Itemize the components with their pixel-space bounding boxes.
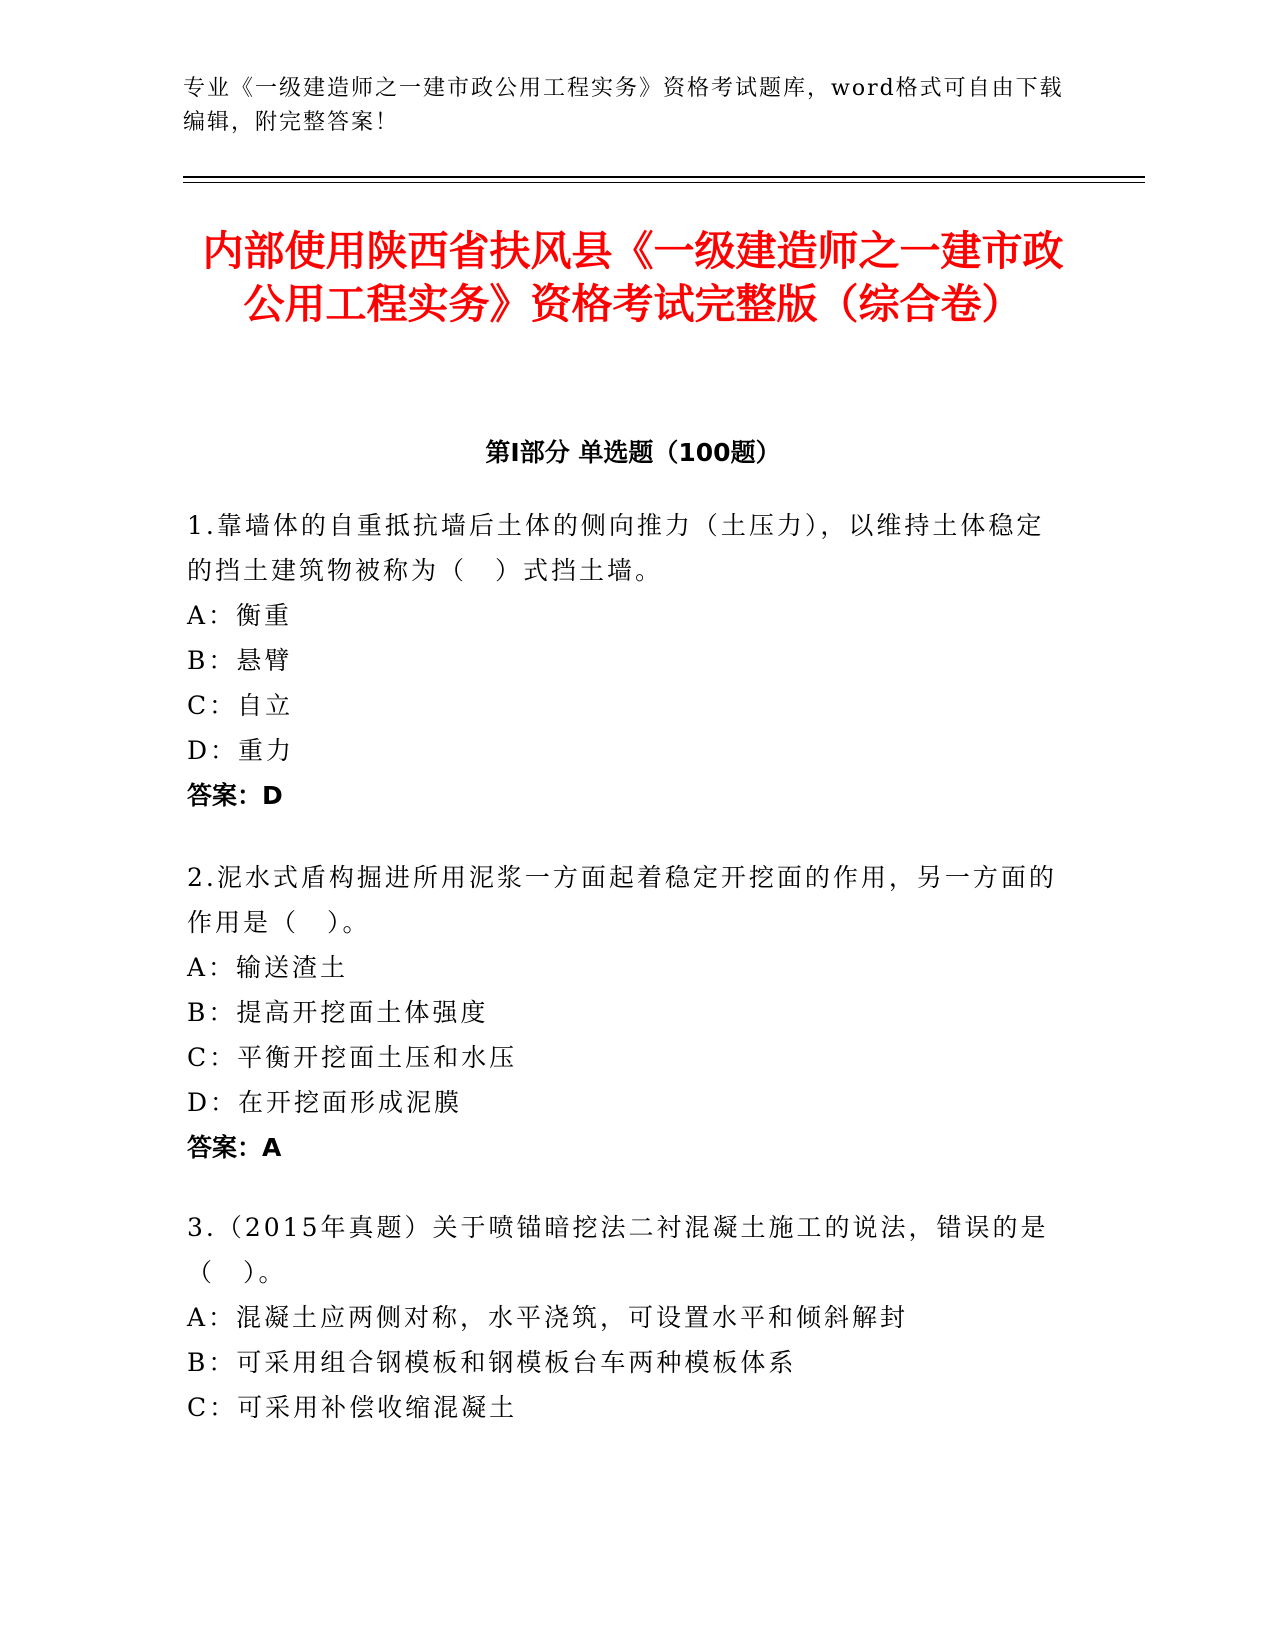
question-option-c: C：平衡开挖面土压和水压 [187, 1043, 518, 1072]
question-option-d: D：重力 [187, 736, 295, 765]
question-3 [187, 1205, 1067, 1430]
question-answer: 答案：A [187, 1133, 282, 1162]
header-rule-thick [183, 176, 1145, 178]
question-stem: 2.泥水式盾构掘进所用泥浆一方面起着稳定开挖面的作用，另一方面的作用是（ ）。 [187, 863, 1057, 937]
question-option-a: A：混凝土应两侧对称，水平浇筑，可设置水平和倾斜解封 [187, 1303, 909, 1332]
question-option-b: B：提高开挖面土体强度 [187, 998, 489, 1027]
question-option-d: D：在开挖面形成泥膜 [187, 1088, 463, 1117]
section-title: 第I部分 单选题（100题） [485, 438, 781, 467]
question-option-b: B：悬臂 [187, 646, 293, 675]
header-note: 专业《一级建造师之一建市政公用工程实务》资格考试题库，word格式可自由下载编辑，附完整答案！ [183, 76, 1064, 135]
question-option-b: B：可采用组合钢模板和钢模板台车两种模板体系 [187, 1348, 797, 1377]
question-option-c: C：自立 [187, 691, 294, 720]
header-rule-thin [183, 182, 1145, 183]
question-option-c: C：可采用补偿收缩混凝土 [187, 1393, 518, 1422]
document-title: 内部使用陕西省扶风县《一级建造师之一建市政公用工程实务》资格考试完整版（综合卷） [202, 227, 1064, 328]
question-2 [187, 855, 1067, 1170]
question-stem: 1.靠墙体的自重抵抗墙后土体的侧向推力（土压力），以维持土体稳定的挡土建筑物被称为（ ）式挡土墙。 [187, 511, 1045, 585]
question-1 [187, 503, 1067, 818]
question-stem: 3.（2015年真题）关于喷锚暗挖法二衬混凝土施工的说法，错误的是（ ）。 [187, 1213, 1049, 1287]
question-option-a: A：衡重 [187, 601, 293, 630]
question-answer: 答案：D [187, 781, 283, 810]
question-option-a: A：输送渣土 [187, 953, 349, 982]
